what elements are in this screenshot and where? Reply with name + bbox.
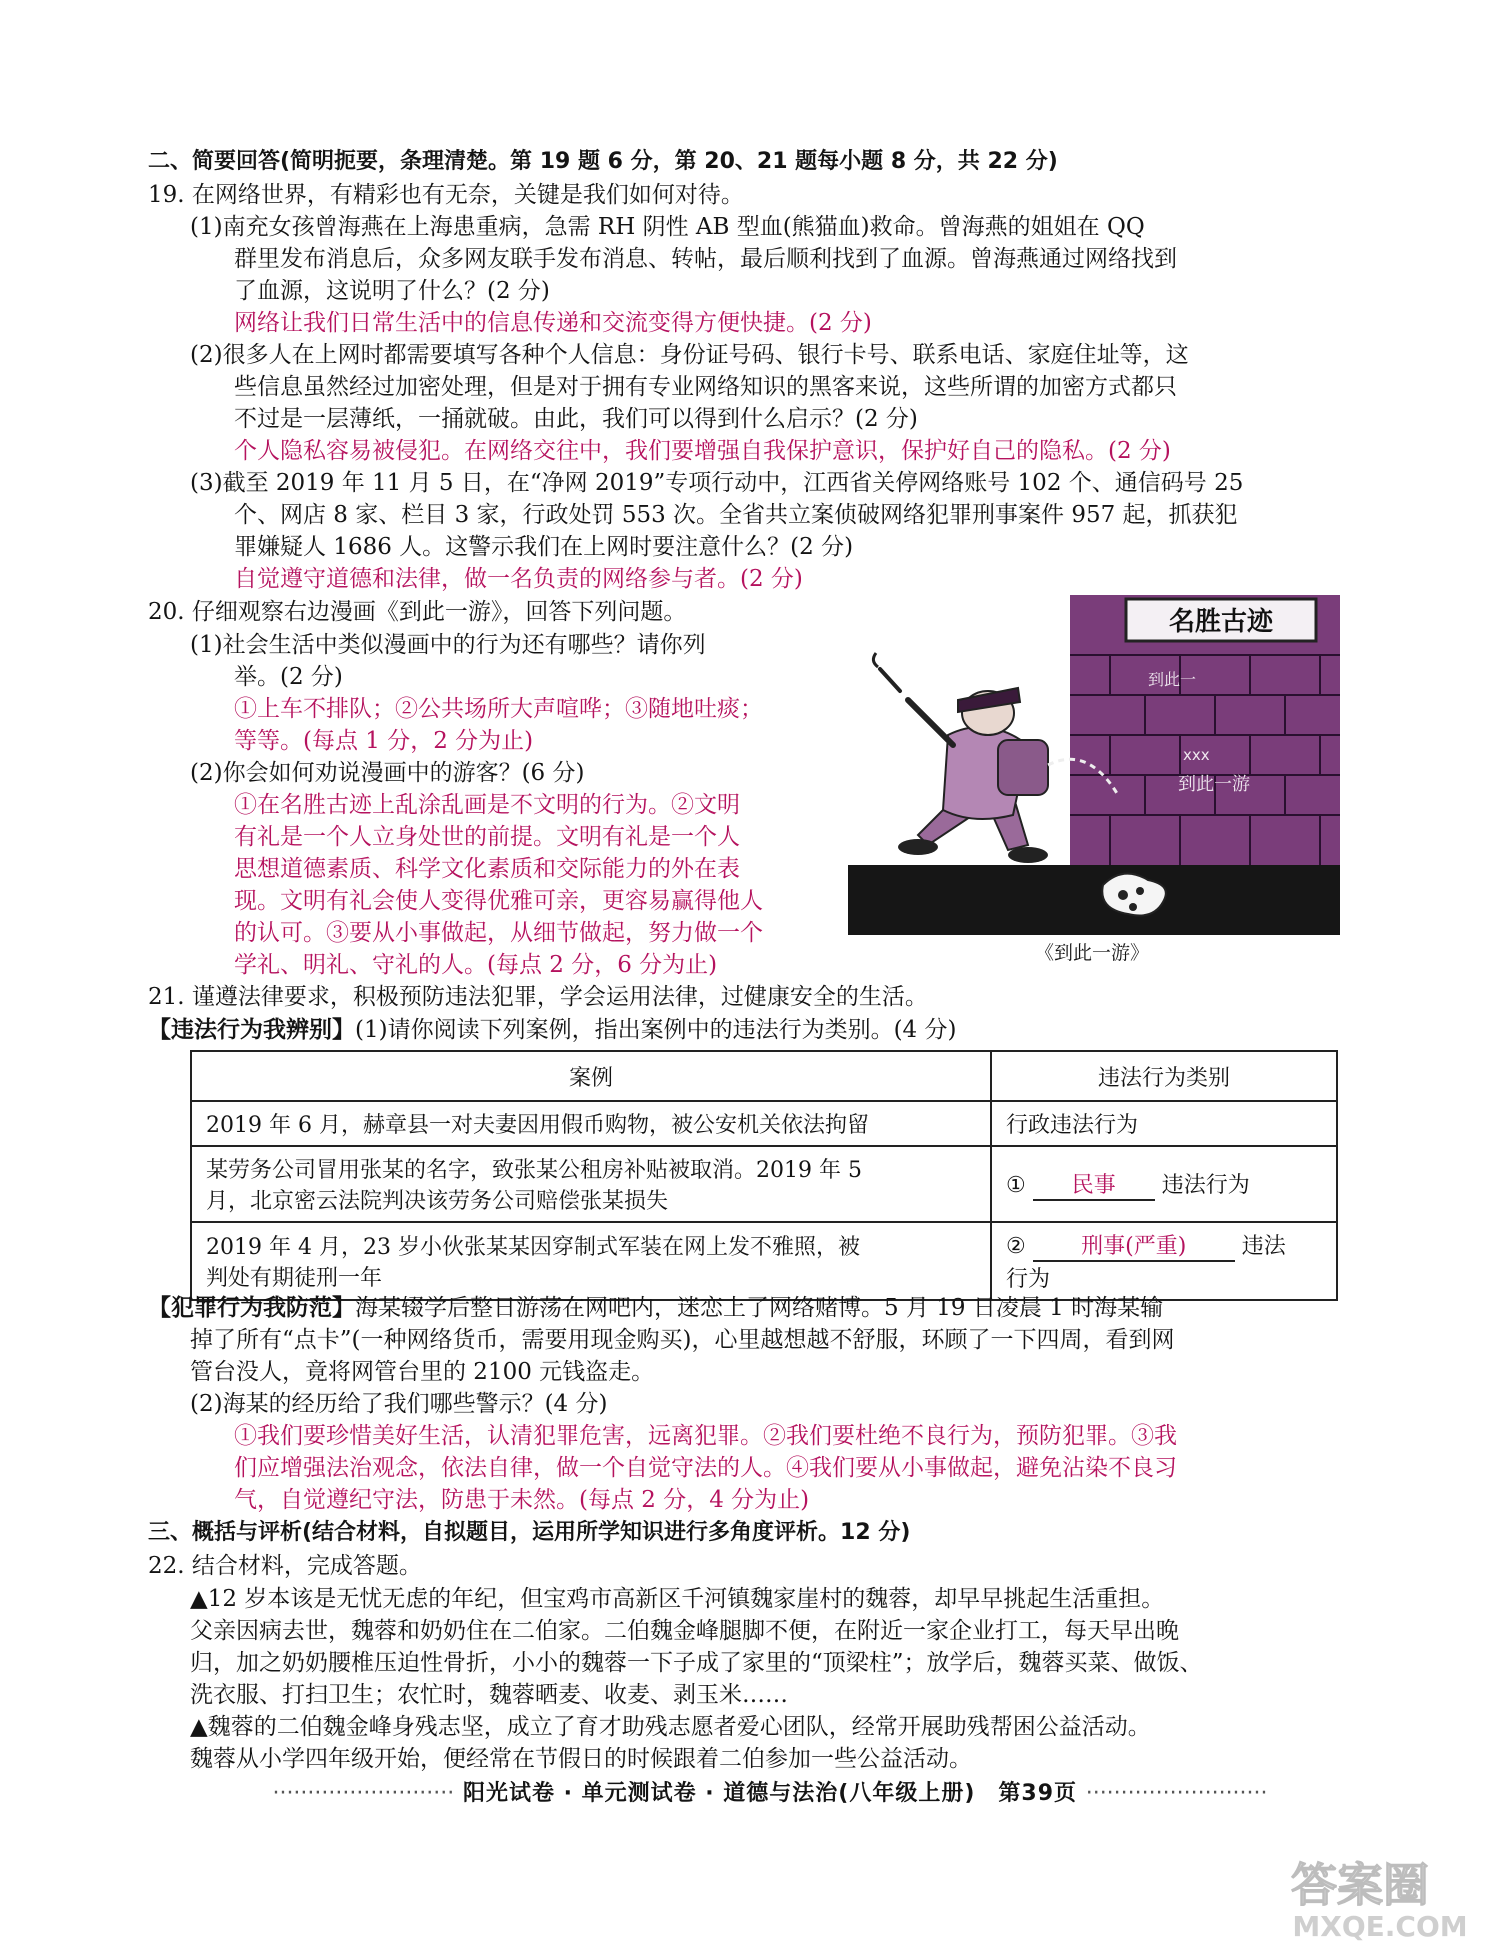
q20-answer-2-line: 的认可。③要从小事做起，从细节做起，努力做一个: [234, 920, 763, 946]
q21-sub2-text: 海某辍学后整日游荡在网吧内，迷恋上了网络赌博。5 月 19 日凌晨 1 时海某输: [355, 1295, 1164, 1321]
q19-answer-1: 网络让我们日常生活中的信息传递和交流变得方便快捷。(2 分): [234, 310, 872, 336]
q19-p2-line: 些信息虽然经过加密处理，但是对于拥有专业网络知识的黑客来说，这些所谓的加密方式都只: [234, 374, 1177, 400]
q20-answer-2-line: 思想道德素质、科学文化素质和交际能力的外在表: [234, 856, 740, 882]
section3-heading: 三、概括与评析(结合材料，自拟题目，运用所学知识进行多角度评析。12 分): [148, 1520, 911, 1545]
case-line: 判处有期徒刑一年: [206, 1266, 383, 1291]
graffiti-text: xxx: [1183, 746, 1210, 764]
q19-p3-line: 个、网店 8 家、栏目 3 家，行政处罚 553 次。全省共立案侦破网络犯罪刑事案件 957 起，抓获犯: [234, 502, 1238, 528]
q20-answer-2-line: 学礼、明礼、守礼的人。(每点 2 分，6 分为止): [234, 952, 718, 978]
case-line: 2019 年 4 月，23 岁小伙张某某因穿制式军装在网上发不雅照，被: [206, 1235, 860, 1260]
q22-material-line: 父亲因病去世，魏蓉和奶奶住在二伯家。二伯魏金峰腿脚不便，在附近一家企业打工，每天早出晚: [190, 1618, 1179, 1644]
footer-dots: ··························: [272, 1781, 455, 1806]
q21-sub2-line: 管台没人，竟将网管台里的 2100 元钱盗走。: [190, 1359, 655, 1385]
q20-answer-1-line: 等等。(每点 1 分，2 分为止): [234, 728, 534, 754]
q19-p2-line: (2)很多人在上网时都需要填写各种个人信息：身份证号码、银行卡号、联系电话、家庭住址等，这: [190, 342, 1189, 368]
cartoon-caption: 《到此一游》: [1035, 942, 1150, 964]
q21-answer-2-line: 气，自觉遵纪守法，防患于未然。(每点 2 分，4 分为止): [234, 1487, 810, 1513]
blank-suffix: 违法行为: [1161, 1172, 1250, 1198]
blank-number: ①: [1006, 1172, 1026, 1198]
ground: [848, 865, 1340, 935]
q21-sub1: [148, 1015, 956, 1045]
q20-answer-2-line: 有礼是一个人立身处世的前提。文明有礼是一个人: [234, 824, 740, 850]
table-header-case: 案例: [191, 1051, 991, 1101]
q19-answer-2: 个人隐私容易被侵犯。在网络交往中，我们要增强自我保护意识，保护好自己的隐私。(2 分): [234, 438, 1171, 464]
q21-sub2-line: [148, 1293, 1163, 1323]
q21-stem: 21. 谨遵法律要求，积极预防违法犯罪，学会运用法律，过健康安全的生活。: [148, 984, 928, 1010]
footer-dots: ··························: [1085, 1781, 1268, 1806]
watermark-logo: [1240, 1846, 1480, 1946]
answer-blank: 刑事(严重): [1033, 1229, 1235, 1262]
table-row: [191, 1146, 1337, 1222]
q20-p1-line: (1)社会生活中类似漫画中的行为还有哪些？请你列: [190, 632, 706, 658]
case-line: 月，北京密云法院判决该劳务公司赔偿张某损失: [206, 1189, 669, 1214]
table-header-row: [191, 1051, 1337, 1101]
q21-answer-2-line: ①我们要珍惜美好生活，认清犯罪危害，远离犯罪。②我们要杜绝不良行为，预防犯罪。③我: [234, 1423, 1177, 1449]
q19-p3-line: 罪嫌疑人 1686 人。这警示我们在上网时要注意什么？(2 分): [234, 534, 854, 560]
blank-suffix: 违法: [1241, 1234, 1286, 1259]
table-cell-case: [191, 1222, 991, 1300]
q22-stem: 22. 结合材料，完成答题。: [148, 1553, 422, 1579]
table-row: [191, 1222, 1337, 1300]
q21-sub2-tag: 【犯罪行为我防范】: [148, 1295, 355, 1321]
q22-material-line: 归，加之奶奶腰椎压迫性骨折，小小的魏蓉一下子成了家里的“顶梁柱”；放学后，魏蓉买菜、做饭、: [190, 1650, 1203, 1676]
footer-text: 阳光试卷 · 单元测试卷 · 道德与法治(八年级上册) 第39页: [462, 1781, 1078, 1806]
section2-heading: 二、简要回答(简明扼要，条理清楚。第 19 题 6 分，第 20、21 题每小题 8 分，共 22 分): [148, 149, 1058, 174]
blank-number: ②: [1006, 1234, 1026, 1259]
q22-material-line: ▲12 岁本该是无忧无虑的年纪，但宝鸡市高新区千河镇魏家崖村的魏蓉，却早早挑起生活重担。: [190, 1586, 1165, 1612]
violation-table: [190, 1050, 1338, 1301]
table-cell-category: [991, 1146, 1337, 1222]
graffiti-text: 到此一: [1148, 670, 1197, 689]
q21-sub2-line: 掉了所有“点卡”(一种网络货币，需要用现金购买)，心里越想越不舒服，环顾了一下四周，看到网: [190, 1327, 1175, 1353]
table-cell-case: [191, 1146, 991, 1222]
sign-text: 名胜古迹: [1168, 607, 1274, 637]
q19-p3-line: (3)截至 2019 年 11 月 5 日，在“净网 2019”专项行动中，江西省关停网络账号 102 个、通信码号 25: [190, 470, 1244, 496]
q19-p2-line: 不过是一层薄纸，一捅就破。由此，我们可以得到什么启示？(2 分): [234, 406, 918, 432]
q21-p2: (2)海某的经历给了我们哪些警示？(4 分): [190, 1391, 608, 1417]
table-header-category: 违法行为类别: [991, 1051, 1337, 1101]
q22-material-line: 魏蓉从小学四年级开始，便经常在节假日的时候跟着二伯参加一些公益活动。: [190, 1746, 972, 1772]
table-cell-category: [991, 1222, 1337, 1300]
q19-stem: 19. 在网络世界，有精彩也有无奈，关键是我们如何对待。: [148, 182, 744, 208]
paintbrush: [880, 669, 900, 691]
q21-answer-2-line: 们应增强法治观念，依法自律，做一个自觉守法的人。④我们要从小事做起，避免沾染不良习: [234, 1455, 1177, 1481]
blank-suffix: 行为: [1006, 1267, 1051, 1292]
q19-answer-3: 自觉遵守道德和法律，做一名负责的网络参与者。(2 分): [234, 566, 803, 592]
table-row: [191, 1101, 1337, 1146]
q21-sub1-tag: 【违法行为我辨别】: [148, 1017, 355, 1043]
graffiti-text: 到此一游: [1178, 774, 1250, 795]
q22-material-line: ▲魏蓉的二伯魏金峰身残志坚，成立了育才助残志愿者爱心团队，经常开展助残帮困公益活动。: [190, 1714, 1151, 1740]
q20-p1-line: 举。(2 分): [234, 664, 343, 690]
table-cell-case: 2019 年 6 月，赫章县一对夫妻因用假币购物，被公安机关依法拘留: [191, 1101, 991, 1146]
watermark-text: 答案圈: [1291, 1858, 1429, 1912]
q20-answer-1-line: ①上车不排队；②公共场所大声喧哗；③随地吐痰；: [234, 696, 763, 722]
q20-p2: (2)你会如何劝说漫画中的游客？(6 分): [190, 760, 585, 786]
q19-p1-line: 群里发布消息后，众多网友联手发布消息、转帖，最后顺利找到了血源。曾海燕通过网络找到: [234, 246, 1177, 272]
q19-p1-line: (1)南充女孩曾海燕在上海患重病，急需 RH 阴性 AB 型血(熊猫血)救命。曾海燕的姐姐在 QQ: [190, 214, 1145, 240]
watermark-url: MXQE.COM: [1292, 1910, 1468, 1943]
table-cell-category: 行政违法行为: [991, 1101, 1337, 1146]
q19-p1-line: 了血源，这说明了什么？(2 分): [234, 278, 550, 304]
q20-stem: 20. 仔细观察右边漫画《到此一游》，回答下列问题。: [148, 599, 687, 625]
case-line: 某劳务公司冒用张某的名字，致张某公租房补贴被取消。2019 年 5: [206, 1158, 862, 1183]
page-footer: [195, 1776, 1345, 1807]
cartoon-illustration: [848, 595, 1340, 935]
q22-material-line: 洗衣服、打扫卫生；农忙时，魏蓉晒麦、收麦、剥玉米……: [190, 1682, 788, 1708]
answer-blank: 民事: [1033, 1168, 1155, 1201]
q20-answer-2-line: 现。文明有礼会使人变得优雅可亲，更容易赢得他人: [234, 888, 763, 914]
backpack: [998, 740, 1048, 795]
q21-sub1-text: (1)请你阅读下列案例，指出案例中的违法行为类别。(4 分): [355, 1017, 957, 1043]
q20-answer-2-line: ①在名胜古迹上乱涂乱画是不文明的行为。②文明: [234, 792, 740, 818]
